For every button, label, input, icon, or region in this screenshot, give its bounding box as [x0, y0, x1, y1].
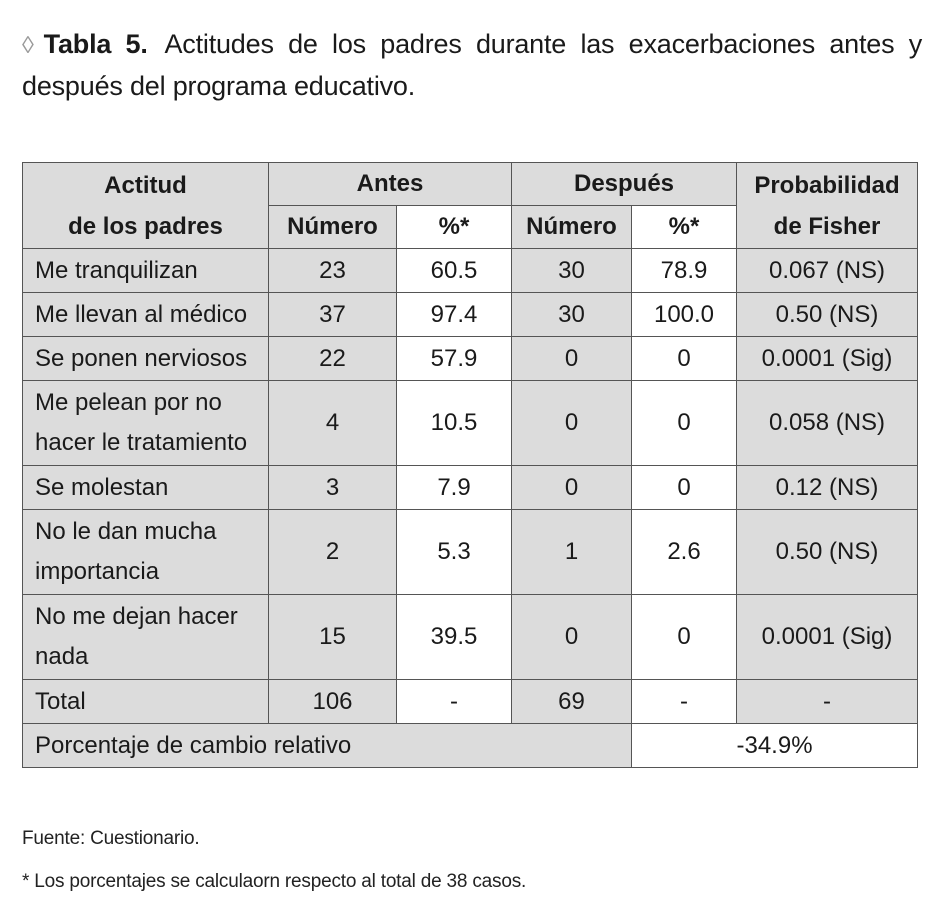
total-fisher: -	[737, 680, 918, 724]
header-attitude-line2: de los padres	[68, 212, 223, 240]
total-row	[23, 680, 918, 724]
row-fisher: 0.067 (NS)	[737, 249, 918, 293]
header-before-percent: %*	[397, 206, 512, 249]
table-row	[23, 337, 918, 381]
relative-change-value: -34.9%	[632, 724, 918, 768]
header-attitude-line1: Actitud	[104, 171, 187, 199]
table-row	[23, 510, 918, 595]
row-after-number: 30	[512, 293, 632, 337]
total-after-percent: -	[632, 680, 737, 724]
header-attitude	[23, 163, 269, 249]
row-before-percent: 10.5	[397, 381, 512, 466]
row-attitude: Me tranquilizan	[23, 249, 269, 293]
header-before-number: Número	[269, 206, 397, 249]
header-after: Después	[512, 163, 737, 206]
table-row	[23, 249, 918, 293]
header-fisher	[737, 163, 918, 249]
row-attitude: Me llevan al médico	[23, 293, 269, 337]
row-after-percent: 2.6	[632, 510, 737, 595]
header-fisher-line2: de Fisher	[773, 212, 881, 240]
table-row	[23, 381, 918, 466]
total-before-percent: -	[397, 680, 512, 724]
relative-change-label: Porcentaje de cambio relativo	[23, 724, 632, 768]
row-fisher: 0.058 (NS)	[737, 381, 918, 466]
row-after-number: 0	[512, 337, 632, 381]
caption-label: Tabla 5.	[43, 29, 148, 59]
row-before-number: 3	[269, 466, 397, 510]
row-fisher: 0.12 (NS)	[737, 466, 918, 510]
header-fisher-line1: Probabilidad	[754, 171, 900, 199]
table-caption	[22, 24, 922, 106]
row-attitude: Me pelean por no hacer le tratamiento	[23, 381, 269, 466]
header-after-number: Número	[512, 206, 632, 249]
row-after-percent: 0	[632, 466, 737, 510]
header-after-percent: %*	[632, 206, 737, 249]
percent-note: * Los porcentajes se calculaorn respecto al total de 38 casos.	[22, 871, 527, 892]
row-attitude: No me dejan hacer nada	[23, 595, 269, 680]
row-before-number: 15	[269, 595, 397, 680]
row-after-percent: 0	[632, 337, 737, 381]
row-after-number: 0	[512, 466, 632, 510]
attitudes-table	[22, 162, 918, 768]
row-attitude: No le dan mucha importancia	[23, 510, 269, 595]
diamond-icon: ◊	[22, 32, 34, 59]
row-attitude: Se ponen nerviosos	[23, 337, 269, 381]
total-before-number: 106	[269, 680, 397, 724]
row-before-number: 23	[269, 249, 397, 293]
row-attitude: Se molestan	[23, 466, 269, 510]
row-after-number: 30	[512, 249, 632, 293]
total-after-number: 69	[512, 680, 632, 724]
row-fisher: 0.0001 (Sig)	[737, 595, 918, 680]
row-before-percent: 60.5	[397, 249, 512, 293]
row-after-percent: 100.0	[632, 293, 737, 337]
row-before-number: 37	[269, 293, 397, 337]
row-after-percent: 0	[632, 595, 737, 680]
row-before-percent: 39.5	[397, 595, 512, 680]
row-after-percent: 78.9	[632, 249, 737, 293]
row-fisher: 0.50 (NS)	[737, 510, 918, 595]
row-fisher: 0.50 (NS)	[737, 293, 918, 337]
row-before-number: 4	[269, 381, 397, 466]
row-before-percent: 7.9	[397, 466, 512, 510]
row-fisher: 0.0001 (Sig)	[737, 337, 918, 381]
row-before-percent: 57.9	[397, 337, 512, 381]
relative-change-row	[23, 724, 918, 768]
row-after-number: 1	[512, 510, 632, 595]
total-label: Total	[23, 680, 269, 724]
header-before: Antes	[269, 163, 512, 206]
row-before-number: 22	[269, 337, 397, 381]
caption-text: Actitudes de los padres durante las exacerbaciones antes y después del programa educativo.	[22, 29, 923, 101]
table-row	[23, 595, 918, 680]
row-before-percent: 97.4	[397, 293, 512, 337]
table-row	[23, 466, 918, 510]
row-after-percent: 0	[632, 381, 737, 466]
row-before-percent: 5.3	[397, 510, 512, 595]
source-note: Fuente: Cuestionario.	[22, 828, 200, 849]
row-after-number: 0	[512, 381, 632, 466]
row-after-number: 0	[512, 595, 632, 680]
row-before-number: 2	[269, 510, 397, 595]
table-row	[23, 293, 918, 337]
